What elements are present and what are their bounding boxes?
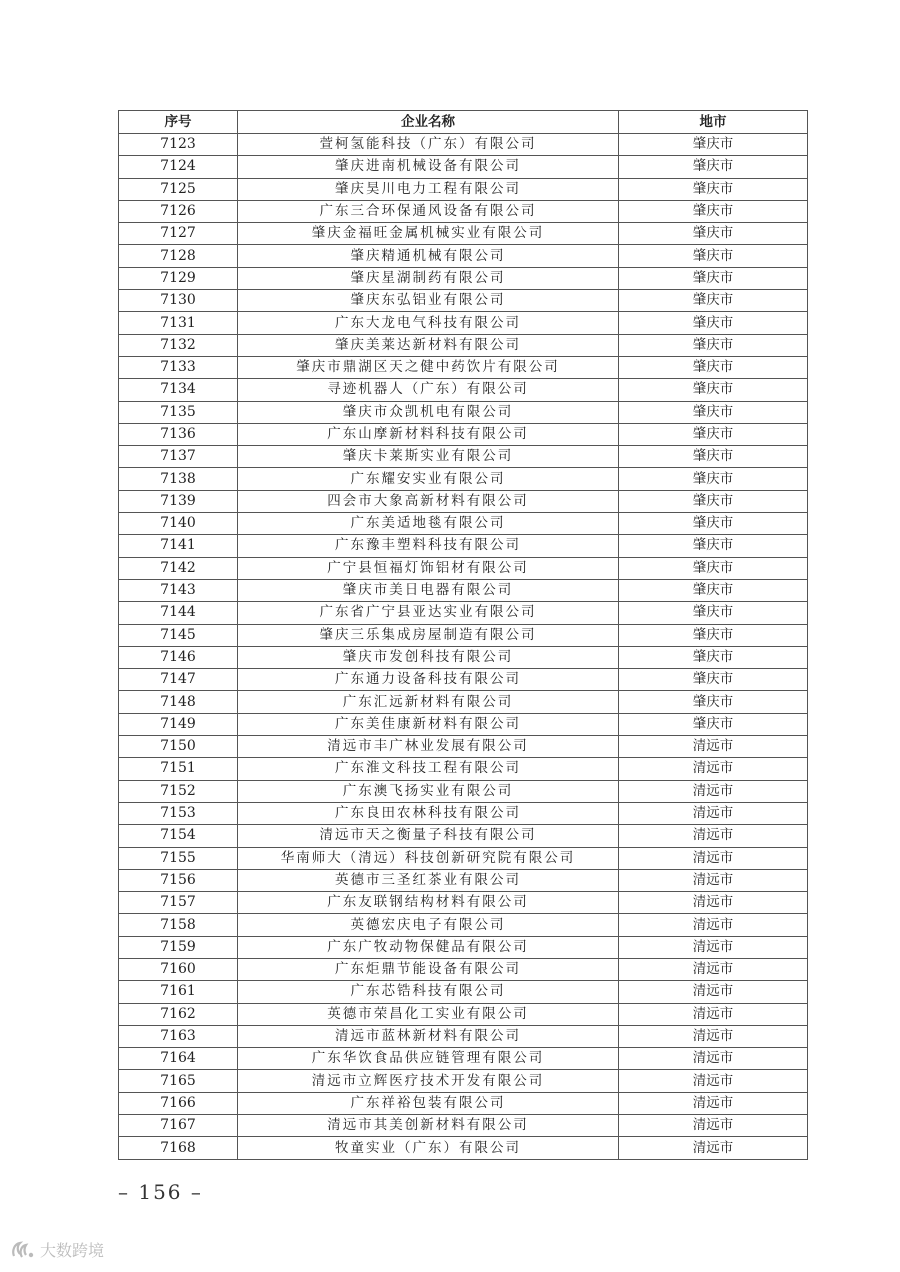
- table-row: [119, 780, 808, 802]
- row-city-cell: 清远市: [619, 1092, 808, 1114]
- row-city-cell: 肇庆市: [619, 223, 808, 245]
- table-row: [119, 535, 808, 557]
- row-company-name-cell: 英德宏庆电子有限公司: [238, 914, 619, 936]
- row-serial-cell: 7140: [119, 513, 238, 535]
- table-row: [119, 290, 808, 312]
- row-city-cell: 清远市: [619, 1070, 808, 1092]
- table-row: [119, 423, 808, 445]
- row-city-cell: 肇庆市: [619, 334, 808, 356]
- table-row: [119, 446, 808, 468]
- row-city-cell: 肇庆市: [619, 423, 808, 445]
- row-city-cell: 清远市: [619, 847, 808, 869]
- table-row: [119, 156, 808, 178]
- row-serial-cell: 7147: [119, 669, 238, 691]
- table-body: [119, 134, 808, 1160]
- table-row: [119, 312, 808, 334]
- row-company-name-cell: 英德市三圣红茶业有限公司: [238, 869, 619, 891]
- watermark-text: 大数跨境: [40, 1241, 105, 1260]
- row-city-cell: 肇庆市: [619, 513, 808, 535]
- row-serial-cell: 7136: [119, 423, 238, 445]
- row-city-cell: 清远市: [619, 758, 808, 780]
- row-serial-cell: 7145: [119, 624, 238, 646]
- row-company-name-cell: 清远市蓝林新材料有限公司: [238, 1025, 619, 1047]
- row-company-name-cell: 肇庆星湖制药有限公司: [238, 267, 619, 289]
- row-serial-cell: 7124: [119, 156, 238, 178]
- table-row: [119, 356, 808, 378]
- row-serial-cell: 7135: [119, 401, 238, 423]
- row-company-name-cell: 广东山摩新材料科技有限公司: [238, 423, 619, 445]
- row-company-name-cell: 广东美佳康新材料有限公司: [238, 713, 619, 735]
- table-row: [119, 1070, 808, 1092]
- table-row: [119, 669, 808, 691]
- row-company-name-cell: 肇庆金福旺金属机械实业有限公司: [238, 223, 619, 245]
- row-city-cell: 肇庆市: [619, 379, 808, 401]
- table-row: [119, 914, 808, 936]
- row-company-name-cell: 牧童实业（广东）有限公司: [238, 1137, 619, 1159]
- row-company-name-cell: 寻迹机器人（广东）有限公司: [238, 379, 619, 401]
- row-company-name-cell: 广东友联钢结构材料有限公司: [238, 892, 619, 914]
- row-company-name-cell: 肇庆美莱达新材料有限公司: [238, 334, 619, 356]
- table-row: [119, 691, 808, 713]
- row-city-cell: 清远市: [619, 1048, 808, 1070]
- table-row: [119, 602, 808, 624]
- table-row: [119, 334, 808, 356]
- row-serial-cell: 7148: [119, 691, 238, 713]
- table-row: [119, 490, 808, 512]
- row-company-name-cell: 广东耀安实业有限公司: [238, 468, 619, 490]
- row-company-name-cell: 广东汇远新材料有限公司: [238, 691, 619, 713]
- row-company-name-cell: 广东淮文科技工程有限公司: [238, 758, 619, 780]
- table-row: [119, 1025, 808, 1047]
- table-row: [119, 936, 808, 958]
- table-row: [119, 1137, 808, 1159]
- row-company-name-cell: 肇庆市鼎湖区天之健中药饮片有限公司: [238, 356, 619, 378]
- table-row: [119, 624, 808, 646]
- table-row: [119, 825, 808, 847]
- row-serial-cell: 7158: [119, 914, 238, 936]
- row-city-cell: 清远市: [619, 869, 808, 891]
- row-city-cell: 肇庆市: [619, 490, 808, 512]
- row-serial-cell: 7149: [119, 713, 238, 735]
- row-serial-cell: 7139: [119, 490, 238, 512]
- row-company-name-cell: 四会市大象高新材料有限公司: [238, 490, 619, 512]
- row-city-cell: 肇庆市: [619, 468, 808, 490]
- row-city-cell: 肇庆市: [619, 669, 808, 691]
- table-row: [119, 401, 808, 423]
- row-company-name-cell: 肇庆精通机械有限公司: [238, 245, 619, 267]
- row-city-cell: 肇庆市: [619, 535, 808, 557]
- row-city-cell: 清远市: [619, 780, 808, 802]
- table-row: [119, 958, 808, 980]
- row-serial-cell: 7152: [119, 780, 238, 802]
- row-company-name-cell: 广东良田农林科技有限公司: [238, 802, 619, 824]
- table-row: [119, 223, 808, 245]
- row-serial-cell: 7167: [119, 1115, 238, 1137]
- row-company-name-cell: 广东澳飞扬实业有限公司: [238, 780, 619, 802]
- brand-logo-icon: [10, 1239, 36, 1261]
- row-city-cell: 肇庆市: [619, 401, 808, 423]
- table-row: [119, 1003, 808, 1025]
- row-serial-cell: 7154: [119, 825, 238, 847]
- row-serial-cell: 7127: [119, 223, 238, 245]
- row-city-cell: 肇庆市: [619, 267, 808, 289]
- table-row: [119, 1115, 808, 1137]
- row-company-name-cell: 广东芯锆科技有限公司: [238, 981, 619, 1003]
- row-serial-cell: 7138: [119, 468, 238, 490]
- row-city-cell: 肇庆市: [619, 356, 808, 378]
- row-city-cell: 肇庆市: [619, 134, 808, 156]
- row-city-cell: 肇庆市: [619, 579, 808, 601]
- table-row: [119, 981, 808, 1003]
- row-serial-cell: 7126: [119, 200, 238, 222]
- row-serial-cell: 7157: [119, 892, 238, 914]
- row-serial-cell: 7142: [119, 557, 238, 579]
- row-serial-cell: 7130: [119, 290, 238, 312]
- row-company-name-cell: 萱柯氢能科技（广东）有限公司: [238, 134, 619, 156]
- row-company-name-cell: 清远市天之衡量子科技有限公司: [238, 825, 619, 847]
- row-serial-cell: 7128: [119, 245, 238, 267]
- row-serial-cell: 7160: [119, 958, 238, 980]
- row-serial-cell: 7163: [119, 1025, 238, 1047]
- row-serial-cell: 7141: [119, 535, 238, 557]
- table-header-row: [119, 111, 808, 134]
- table-row: [119, 758, 808, 780]
- row-serial-cell: 7155: [119, 847, 238, 869]
- row-company-name-cell: 肇庆市众凯机电有限公司: [238, 401, 619, 423]
- row-city-cell: 清远市: [619, 936, 808, 958]
- row-serial-cell: 7168: [119, 1137, 238, 1159]
- row-company-name-cell: 广东祥裕包装有限公司: [238, 1092, 619, 1114]
- row-company-name-cell: 广东通力设备科技有限公司: [238, 669, 619, 691]
- row-company-name-cell: 广东三合环保通风设备有限公司: [238, 200, 619, 222]
- row-city-cell: 肇庆市: [619, 691, 808, 713]
- header-company-name: 企业名称: [238, 111, 619, 134]
- row-city-cell: 清远市: [619, 1003, 808, 1025]
- row-company-name-cell: 广东省广宁县亚达实业有限公司: [238, 602, 619, 624]
- row-serial-cell: 7123: [119, 134, 238, 156]
- row-city-cell: 清远市: [619, 1137, 808, 1159]
- table-row: [119, 736, 808, 758]
- row-city-cell: 肇庆市: [619, 557, 808, 579]
- page-number: – 156 –: [118, 1180, 203, 1204]
- row-serial-cell: 7165: [119, 1070, 238, 1092]
- table-row: [119, 513, 808, 535]
- table-row: [119, 245, 808, 267]
- row-company-name-cell: 清远市立辉医疗技术开发有限公司: [238, 1070, 619, 1092]
- table-row: [119, 713, 808, 735]
- row-city-cell: 清远市: [619, 1115, 808, 1137]
- row-company-name-cell: 肇庆进南机械设备有限公司: [238, 156, 619, 178]
- row-company-name-cell: 肇庆市发创科技有限公司: [238, 646, 619, 668]
- table-row: [119, 379, 808, 401]
- row-serial-cell: 7131: [119, 312, 238, 334]
- row-serial-cell: 7133: [119, 356, 238, 378]
- row-company-name-cell: 广东豫丰塑料科技有限公司: [238, 535, 619, 557]
- header-city: 地市: [619, 111, 808, 134]
- row-company-name-cell: 广东广牧动物保健品有限公司: [238, 936, 619, 958]
- row-company-name-cell: 广东美适地毯有限公司: [238, 513, 619, 535]
- row-city-cell: 肇庆市: [619, 713, 808, 735]
- row-city-cell: 肇庆市: [619, 156, 808, 178]
- row-company-name-cell: 肇庆市美日电器有限公司: [238, 579, 619, 601]
- row-city-cell: 清远市: [619, 802, 808, 824]
- row-city-cell: 清远市: [619, 914, 808, 936]
- row-city-cell: 肇庆市: [619, 646, 808, 668]
- table-row: [119, 847, 808, 869]
- row-serial-cell: 7153: [119, 802, 238, 824]
- watermark: [10, 1238, 104, 1261]
- table-row: [119, 579, 808, 601]
- row-city-cell: 肇庆市: [619, 200, 808, 222]
- table-row: [119, 1092, 808, 1114]
- row-company-name-cell: 华南师大（清远）科技创新研究院有限公司: [238, 847, 619, 869]
- table-row: [119, 200, 808, 222]
- table-row: [119, 557, 808, 579]
- row-serial-cell: 7164: [119, 1048, 238, 1070]
- row-company-name-cell: 英德市荣昌化工实业有限公司: [238, 1003, 619, 1025]
- table-row: [119, 267, 808, 289]
- row-company-name-cell: 清远市其美创新材料有限公司: [238, 1115, 619, 1137]
- row-serial-cell: 7129: [119, 267, 238, 289]
- table-row: [119, 802, 808, 824]
- row-city-cell: 肇庆市: [619, 312, 808, 334]
- table-row: [119, 646, 808, 668]
- row-serial-cell: 7150: [119, 736, 238, 758]
- row-serial-cell: 7151: [119, 758, 238, 780]
- row-city-cell: 肇庆市: [619, 245, 808, 267]
- row-serial-cell: 7144: [119, 602, 238, 624]
- row-city-cell: 肇庆市: [619, 178, 808, 200]
- row-serial-cell: 7137: [119, 446, 238, 468]
- company-table: [118, 110, 808, 1160]
- row-company-name-cell: 广东炬鼎节能设备有限公司: [238, 958, 619, 980]
- row-city-cell: 清远市: [619, 825, 808, 847]
- row-serial-cell: 7134: [119, 379, 238, 401]
- row-city-cell: 肇庆市: [619, 624, 808, 646]
- row-company-name-cell: 肇庆三乐集成房屋制造有限公司: [238, 624, 619, 646]
- row-serial-cell: 7132: [119, 334, 238, 356]
- table-row: [119, 134, 808, 156]
- row-city-cell: 清远市: [619, 736, 808, 758]
- row-company-name-cell: 清远市丰广林业发展有限公司: [238, 736, 619, 758]
- row-company-name-cell: 广东大龙电气科技有限公司: [238, 312, 619, 334]
- row-serial-cell: 7146: [119, 646, 238, 668]
- row-city-cell: 肇庆市: [619, 446, 808, 468]
- table-row: [119, 869, 808, 891]
- row-serial-cell: 7159: [119, 936, 238, 958]
- header-serial: 序号: [119, 111, 238, 134]
- row-company-name-cell: 肇庆昊川电力工程有限公司: [238, 178, 619, 200]
- row-city-cell: 清远市: [619, 892, 808, 914]
- table-row: [119, 1048, 808, 1070]
- table-row: [119, 178, 808, 200]
- row-company-name-cell: 广东华饮食品供应链管理有限公司: [238, 1048, 619, 1070]
- row-city-cell: 肇庆市: [619, 290, 808, 312]
- row-company-name-cell: 肇庆卡莱斯实业有限公司: [238, 446, 619, 468]
- row-serial-cell: 7161: [119, 981, 238, 1003]
- row-city-cell: 肇庆市: [619, 602, 808, 624]
- row-serial-cell: 7125: [119, 178, 238, 200]
- row-city-cell: 清远市: [619, 981, 808, 1003]
- row-serial-cell: 7166: [119, 1092, 238, 1114]
- table-row: [119, 468, 808, 490]
- table-row: [119, 892, 808, 914]
- row-serial-cell: 7143: [119, 579, 238, 601]
- row-company-name-cell: 广宁县恒福灯饰铝材有限公司: [238, 557, 619, 579]
- row-city-cell: 清远市: [619, 958, 808, 980]
- row-serial-cell: 7156: [119, 869, 238, 891]
- row-company-name-cell: 肇庆东弘铝业有限公司: [238, 290, 619, 312]
- row-serial-cell: 7162: [119, 1003, 238, 1025]
- row-city-cell: 清远市: [619, 1025, 808, 1047]
